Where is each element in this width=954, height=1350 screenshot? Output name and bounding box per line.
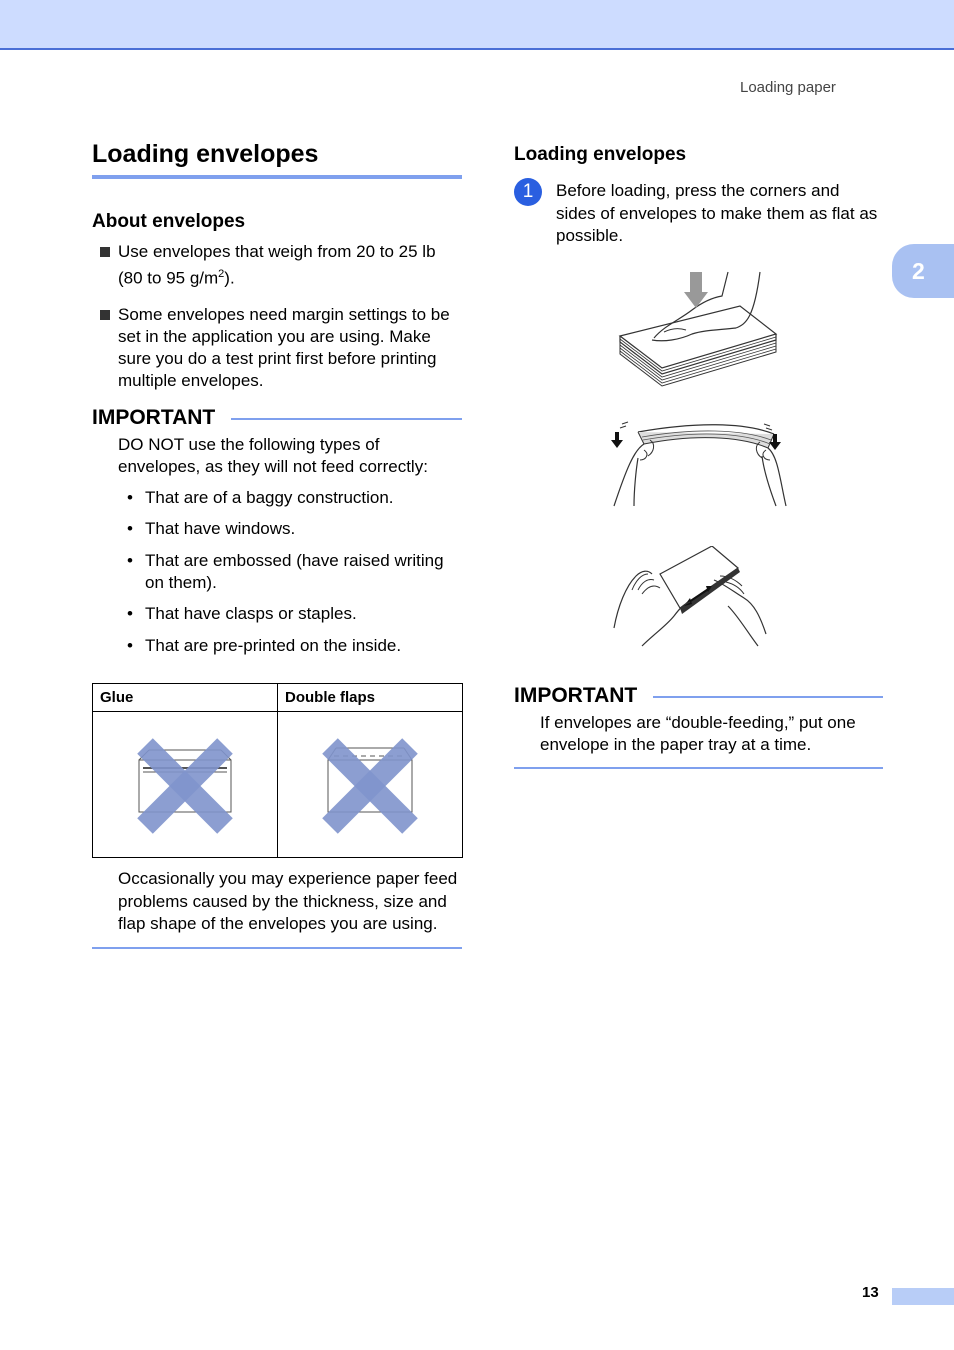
important-label: IMPORTANT [514, 683, 638, 707]
important-header [514, 684, 883, 708]
superscript: 2 [218, 268, 225, 280]
double-flaps-envelope-cell [278, 712, 463, 858]
important-rule [231, 418, 462, 420]
list-item: • That are of a baggy construction. [118, 487, 462, 509]
section-end-rule [514, 767, 883, 769]
important-header [92, 406, 462, 430]
list-item: Use envelopes that weigh from 20 to 25 lb (80 to 95 $g/m^2$). [92, 241, 462, 290]
step-number-badge: 1 [514, 178, 542, 206]
unsuitable-envelope-list [92, 487, 462, 657]
table-header-double-flaps: Double flaps [278, 684, 463, 712]
running-head: Loading paper [740, 79, 836, 96]
important-intro: DO NOT use the following types of envelopes, as they will not feed correctly: [118, 434, 428, 476]
crossed-glue-envelope-icon [93, 712, 277, 852]
list-item: • That have windows. [118, 518, 462, 540]
step-1 [514, 180, 883, 248]
section-end-rule [92, 947, 462, 949]
table-header-glue: Glue [93, 684, 278, 712]
important-rule [653, 696, 883, 698]
envelope-types-table [92, 683, 463, 858]
double-feeding-note: If envelopes are “double-feeding,” put one envelope in the paper tray at a time. [540, 712, 856, 754]
left-column [92, 140, 462, 949]
about-envelopes-list [92, 241, 462, 392]
right-column [514, 144, 883, 769]
list-item: • That are embossed (have raised writing on them). [118, 550, 462, 594]
list-item: • That have clasps or staples. [118, 603, 462, 625]
page-number-tab [892, 1288, 954, 1305]
list-item: • That are pre-printed on the inside. [118, 635, 462, 657]
flatten-envelope-edge-illustration [514, 546, 883, 656]
press-envelope-stack-illustration [514, 268, 883, 388]
about-envelopes-heading: About envelopes [92, 211, 246, 232]
top-color-band [0, 0, 954, 50]
step-text: Before loading, press the corners and sides of envelopes to make them as flat as possible. [556, 181, 878, 245]
page-number: 13 [862, 1284, 879, 1301]
loading-envelopes-heading: Loading envelopes [514, 144, 687, 165]
bend-envelope-stack-illustration [514, 410, 883, 510]
crossed-double-flaps-envelope-icon [278, 712, 462, 852]
feed-problem-note: Occasionally you may experience paper feed problems caused by the thickness, size and flap shape of the envelopes you are using. [118, 869, 458, 934]
section-title: Loading envelopes [92, 140, 462, 179]
glue-envelope-cell [93, 712, 278, 858]
chapter-tab: 2 [892, 244, 954, 298]
list-item: Some envelopes need margin settings to be set in the application you are using. Make sure you do a test print first before printing multiple envelopes. [92, 304, 462, 392]
important-label: IMPORTANT [92, 405, 216, 429]
